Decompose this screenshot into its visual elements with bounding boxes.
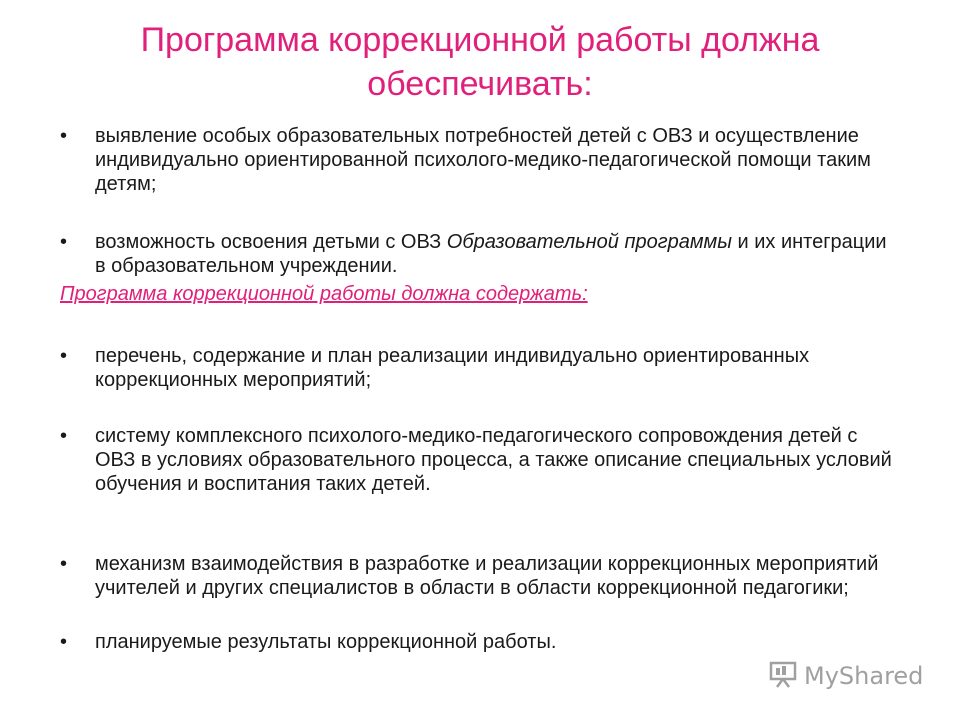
list-item <box>60 124 900 196</box>
watermark <box>768 658 928 694</box>
emphasized-text: Образовательной программы <box>446 231 732 253</box>
bullet-text: планируемые результаты коррекционной работы. <box>95 631 557 653</box>
list-item <box>60 630 900 654</box>
section-subheading: Программа коррекционной работы должна содержать: <box>60 283 588 305</box>
bullet-text: возможность освоения детьми с ОВЗ Образовательной программы и их интеграции в образовательном учреждении. <box>95 231 887 277</box>
bullet-dot: • <box>60 631 68 653</box>
bullet-text: выявление особых образовательных потребностей детей с ОВЗ и осуществление индивидуально ориентированной психолого-медико-педагогической помощи таким детям; <box>95 125 871 195</box>
slide-title: Программа коррекционной работы должна обеспечивать: <box>140 21 820 103</box>
bullet-dot: • <box>60 231 68 253</box>
list-item <box>60 424 900 496</box>
bullet-dot: • <box>60 345 68 367</box>
bullet-text: механизм взаимодействия в разработке и реализации коррекционных мероприятий учителей и других специалистов в области в области коррекционной педагогики; <box>95 553 879 599</box>
presentation-board-icon <box>768 659 798 694</box>
bullet-dot: • <box>60 553 68 575</box>
bullet-text: систему комплексного психолого-медико-педагогического сопровождения детей с ОВЗ в условиях образовательного процесса, а также описание специальных условий обучения и воспитания таких детей. <box>95 425 892 495</box>
bullet-dot: • <box>60 425 68 447</box>
bullet-text: перечень, содержание и план реализации индивидуально ориентированных коррекционных мероприятий; <box>95 345 810 391</box>
bullet-dot: • <box>60 125 68 147</box>
list-item <box>60 552 900 600</box>
list-item <box>60 230 900 278</box>
list-item <box>60 344 900 392</box>
watermark-text: MyShared <box>804 662 924 690</box>
